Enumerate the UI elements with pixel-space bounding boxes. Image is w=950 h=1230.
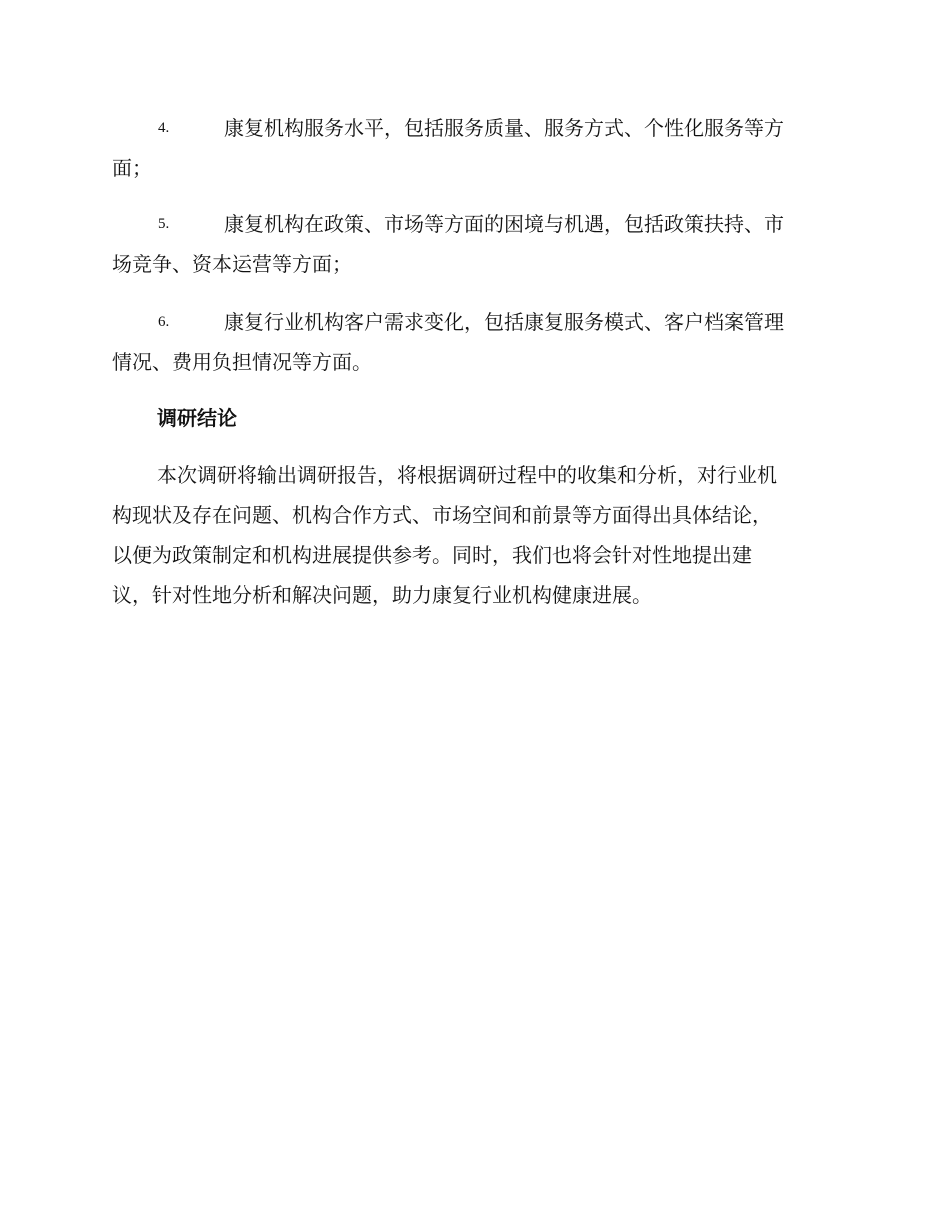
conclusion-paragraph [112, 455, 842, 615]
list-number: 5. [158, 216, 170, 232]
section-heading: 调研结论 [157, 406, 237, 430]
paragraph-line: 以便为政策制定和机构进展提供参考。同时，我们也将会针对性地提出建 [112, 543, 752, 567]
list-number: 6. [158, 314, 170, 330]
list-text-line: 场竞争、资本运营等方面； [112, 252, 352, 276]
list-item [112, 108, 842, 188]
list-item [112, 204, 842, 284]
paragraph-line: 本次调研将输出调研报告，将根据调研过程中的收集和分析，对行业机 [157, 463, 777, 487]
list-text-line: 面； [112, 156, 152, 180]
paragraph-line: 构现状及存在问题、机构合作方式、市场空间和前景等方面得出具体结论， [112, 503, 772, 527]
list-text-line: 康复机构在政策、市场等方面的困境与机遇，包括政策扶持、市 [224, 212, 784, 236]
paragraph-line: 议，针对性地分析和解决问题，助力康复行业机构健康进展。 [112, 583, 652, 607]
list-text-line: 康复行业机构客户需求变化，包括康复服务模式、客户档案管理 [224, 310, 784, 334]
list-text-line: 情况、费用负担情况等方面。 [112, 350, 372, 374]
list-number: 4. [158, 120, 170, 136]
list-text-line: 康复机构服务水平，包括服务质量、服务方式、个性化服务等方 [224, 116, 784, 140]
list-item [112, 302, 842, 382]
